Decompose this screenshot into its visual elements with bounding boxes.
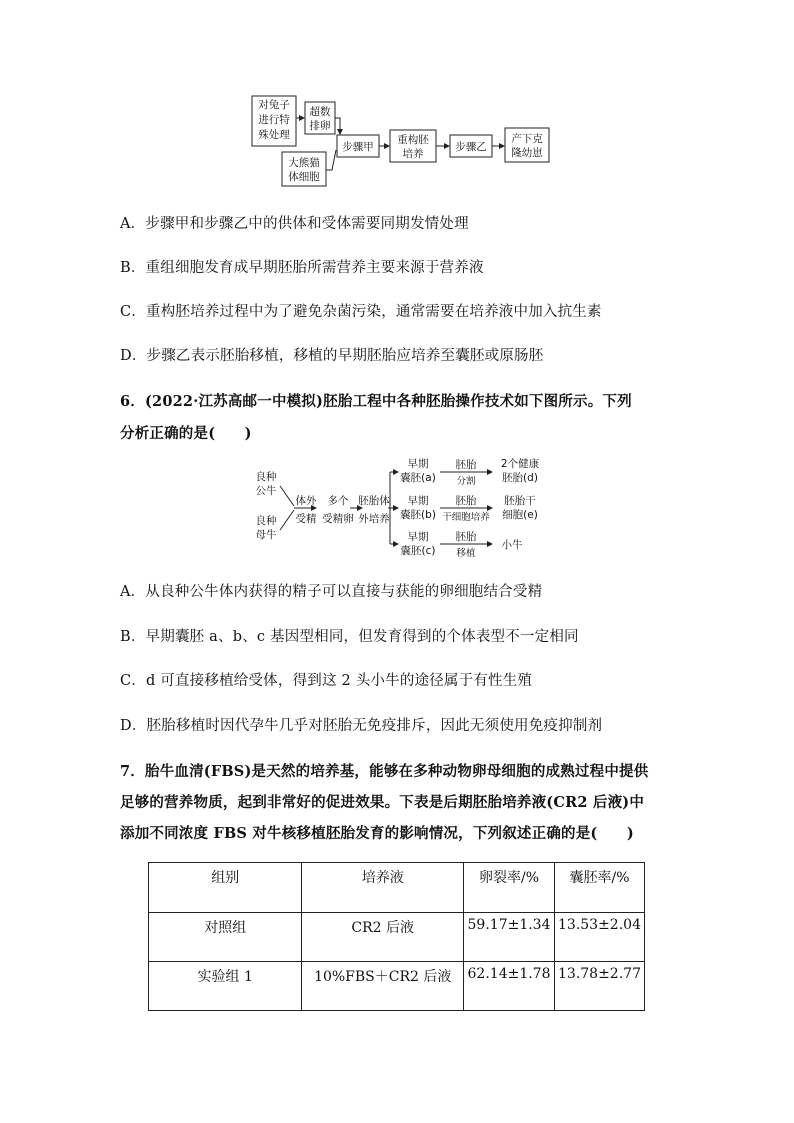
blastocyst-a-line-1: 早期: [407, 458, 429, 470]
superovulation-line-1: 超数: [309, 106, 331, 118]
cell-blastocyst-rate: 13.78±2.77: [555, 962, 645, 1011]
cloning-flow-diagram: [240, 90, 560, 190]
offspring-line-1: 产下克: [511, 133, 543, 145]
reconstruct-line-2: 培养: [402, 148, 424, 160]
panda-line-2: 体细胞: [288, 171, 320, 183]
bull-line-2: 公牛: [255, 485, 277, 497]
q6-option-a: A．从良种公牛体内获得的精子可以直接与获能的卵细胞结合受精: [120, 584, 543, 600]
rabbit-line-1: 对兔子: [258, 99, 290, 111]
output-b-line-1: 胚胎干: [504, 495, 536, 507]
blastocyst-c-line-1: 早期: [407, 531, 429, 543]
cow-line-2: 母牛: [255, 529, 277, 541]
header-cleavage-rate: 卵裂率/%: [464, 863, 555, 913]
zygotes-line-1: 多个: [327, 495, 349, 507]
fertilization-label: 受精: [295, 513, 317, 525]
step-a-label: 步骤甲: [342, 141, 374, 153]
output-c-calf: 小牛: [501, 539, 523, 551]
embryo-engineering-diagram: [250, 458, 580, 563]
q6-stem-line-1: 6．(2022·江苏高邮一中模拟)胚胎工程中各种胚胎操作技术如下图所示。下列: [120, 393, 632, 410]
q6-option-b: B．早期囊胚 a、b、c 基因型相同，但发育得到的个体表型不一定相同: [120, 629, 579, 645]
arrow-a-top: 胚胎: [455, 459, 477, 471]
q6-option-d: D．胚胎移植时因代孕牛几乎对胚胎无免疫排斥，因此无须使用免疫抑制剂: [120, 718, 603, 734]
in-vitro-label: 体外: [295, 495, 317, 507]
rabbit-line-2: 进行特: [258, 114, 290, 126]
cell-group: 对照组: [149, 913, 302, 962]
zygotes-line-2: 受精卵: [322, 513, 354, 525]
arrow-c-bottom: 移植: [456, 548, 476, 559]
arrow-c-top: 胚胎: [455, 531, 477, 543]
cell-blastocyst-rate: 13.53±2.04: [555, 913, 645, 962]
blastocyst-c-line-2: 囊胚(c): [400, 545, 436, 557]
output-a-line-2: 胚胎(d): [502, 472, 538, 484]
header-group: 组别: [149, 863, 302, 913]
q5-option-d: D．步骤乙表示胚胎移植，移植的早期胚胎应培养至囊胚或原肠胚: [120, 348, 544, 364]
q6-stem-line-2: 分析正确的是( ): [120, 425, 252, 442]
blastocyst-a-line-2: 囊胚(a): [400, 472, 436, 484]
q5-option-c: C．重构胚培养过程中为了避免杂菌污染，通常需要在培养液中加入抗生素: [120, 304, 602, 320]
fbs-results-table: [148, 862, 645, 1011]
arrow-a-bottom: 分割: [456, 476, 476, 487]
q7-stem-line-3: 添加不同浓度 FBS 对牛核移植胚胎发育的影响情况，下列叙述正确的是( ): [120, 825, 634, 842]
panda-line-1: 大熊猫: [288, 157, 320, 169]
output-a-line-1: 2个健康: [500, 458, 540, 470]
q7-stem-line-1: 7．胎牛血清(FBS)是天然的培养基，能够在多种动物卵母细胞的成熟过程中提供: [120, 763, 649, 780]
culture-line-2: 外培养: [358, 513, 390, 525]
q7-stem-line-2: 足够的营养物质，起到非常好的促进效果。下表是后期胚胎培养液(CR2 后液)中: [120, 794, 645, 811]
blastocyst-b-line-2: 囊胚(b): [400, 509, 436, 521]
offspring-line-2: 隆幼崽: [511, 147, 543, 159]
blastocyst-b-line-1: 早期: [407, 495, 429, 507]
table-header-row: [149, 863, 645, 913]
cow-line-1: 良种: [255, 515, 277, 527]
table-row: [149, 962, 645, 1011]
output-b-line-2: 细胞(e): [502, 509, 538, 521]
step-b-label: 步骤乙: [455, 141, 487, 153]
cell-cleavage-rate: 59.17±1.34: [464, 913, 555, 962]
cell-group: 实验组 1: [149, 962, 302, 1011]
cell-medium: 10%FBS＋CR2 后液: [302, 962, 464, 1011]
q5-option-a: A．步骤甲和步骤乙中的供体和受体需要同期发情处理: [120, 216, 469, 232]
reconstruct-line-1: 重构胚: [397, 134, 429, 146]
bull-line-1: 良种: [255, 471, 277, 483]
arrow-b-top: 胚胎: [455, 495, 477, 507]
table-row: [149, 913, 645, 962]
header-medium: 培养液: [302, 863, 464, 913]
superovulation-line-2: 排卵: [309, 120, 331, 132]
header-blastocyst-rate: 囊胚率/%: [555, 863, 645, 913]
arrow-b-bottom: 干细胞培养: [442, 512, 490, 523]
q6-option-c: C．d 可直接移植给受体，得到这 2 头小牛的途径属于有性生殖: [120, 673, 533, 689]
cell-cleavage-rate: 62.14±1.78: [464, 962, 555, 1011]
rabbit-line-3: 殊处理: [258, 129, 290, 141]
q5-option-b: B．重组细胞发育成早期胚胎所需营养主要来源于营养液: [120, 260, 484, 276]
culture-line-1: 胚胎体: [358, 495, 390, 507]
cell-medium: CR2 后液: [302, 913, 464, 962]
